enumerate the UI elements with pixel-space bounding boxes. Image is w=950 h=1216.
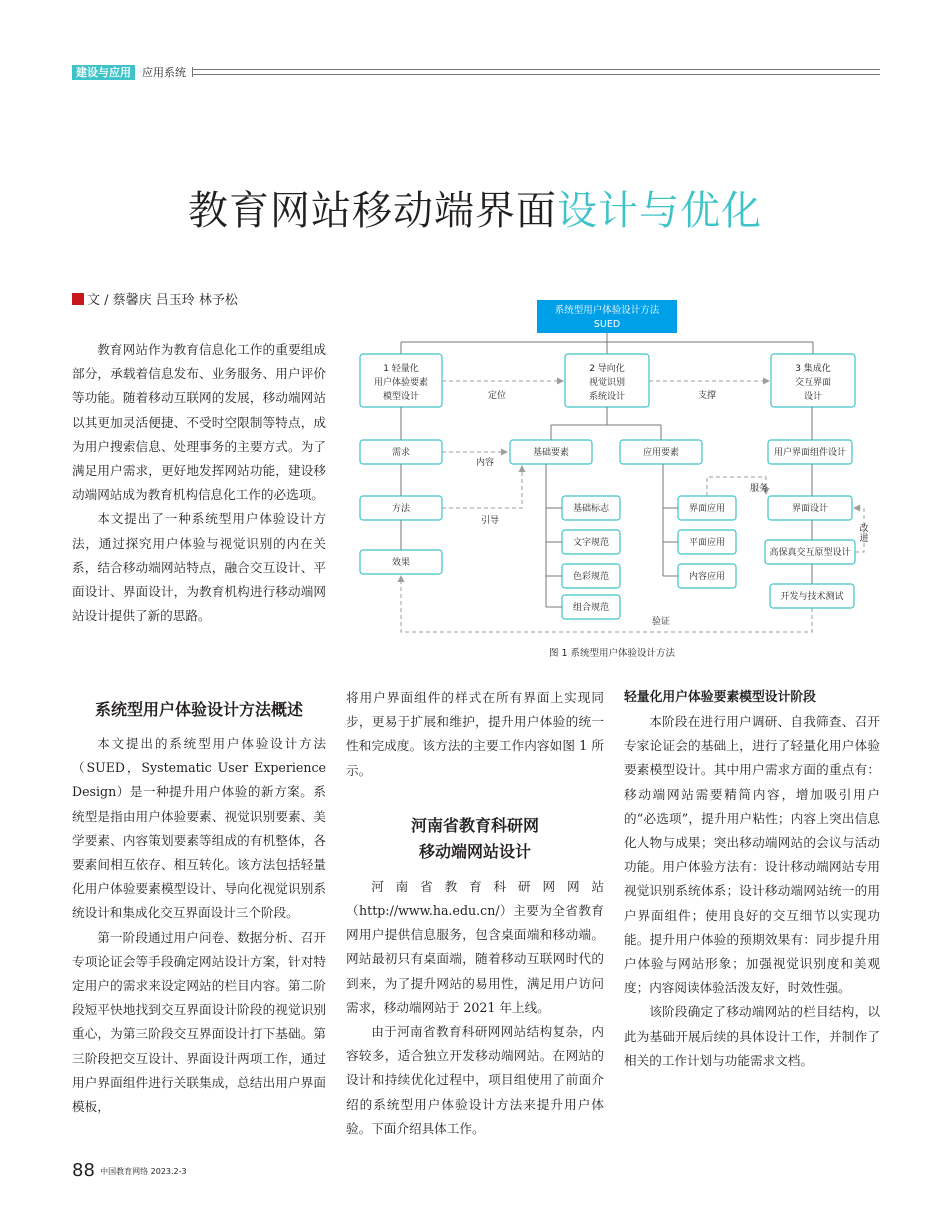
section-tag: 建设与应用 [72,65,135,80]
label-dingwei: 定位 [487,391,507,401]
node-xuqiu-label: 需求 [391,448,411,458]
sued-diagram [350,297,880,667]
intro-column [72,338,326,628]
header-rule [192,74,880,75]
running-header [72,63,880,83]
stage-1-line3: 模型设计 [382,392,420,402]
stage-1-line2: 用户体验要素 [373,378,429,388]
section-heading-overview: 系统型用户体验设计方法概述 [94,700,303,719]
node-jichu-biaozhi-label: 基础标志 [572,504,610,514]
diagram-title-line1: 系统型用户体验设计方法 [554,305,660,316]
node-jichu-yaosu-label: 基础要素 [532,448,570,458]
label-yindao: 引导 [480,516,500,526]
stage-2-line2: 视觉识别 [588,378,626,388]
stage-connector [401,333,813,354]
node-zuhe-guifan-label: 组合规范 [572,603,610,613]
intro-paragraph-1: 教育网站作为教育信息化工作的重要组成部分，承载着信息发布、业务服务、用户评价等功能。随着移动互联网的发展，移动端网站以其更加灵活便捷、不受时空限制等特点，成为用户搜索信息、处理事务的主要方式。为了满足用户需求，更好地发挥网站功能，建设移动端网站成为教育机构信息化工作的必选项。 [72,342,326,503]
node-yingyong-yaosu-label: 应用要素 [642,448,680,458]
node-neirong-yingyong-label: 内容应用 [688,572,726,582]
page-number: 88 [72,1160,95,1181]
journal-info: 中国教育网络 2023.2-3 [100,1167,187,1176]
col2-paragraph-2: 河南省教育科研网网站（http://www.ha.edu.cn/）主要为全省教育网用户提供信息服务，包含桌面端和移动端。网站最初只有桌面端，随着移动互联网时代的到来，为了提升网站的易用性，满足用户访问需求，移动端网站于 2021 年上线。 [346,878,604,1015]
stage-3-line2: 交互界面 [794,378,832,388]
node-pingmian-yingyong-label: 平面应用 [688,538,726,548]
intro-paragraph-2: 本文提出了一种系统型用户体验设计方法，通过探究用户体验与视觉识别的内在关系，结合移动端网站特点，融合交互设计、平面设计、界面设计，为教育机构进行移动端网站设计提供了新的思路。 [72,511,326,624]
byline [72,292,238,310]
section-heading-henan-1: 河南省教育科研网 [410,815,539,835]
label-fuwu: 服务 [749,484,769,494]
col1-paragraph-3: 本文提出的系统型用户体验设计方法（SUED，Systematic User Experience Design）是一种提升用户体验的新方案。系统型是指由用户体验要素、视觉识别要素、美学要素、内容策划要素等组成的有机整体，各要素间相互依存、相互转化。该方法包括轻量化用户体验要素模型设计、导向化视觉识别系统设计和集成化交互界面设计三个阶段。 [72,736,326,921]
stage-2-line1: 2 导向化 [589,364,625,374]
label-zhicheng: 支撑 [697,391,717,401]
label-gaijin-1: 改 [859,524,869,534]
column-3 [624,686,880,1073]
column-1 [72,698,326,1119]
stage-3-line1: 3 集成化 [795,364,831,374]
node-zujian-sheji-label: 用户界面组件设计 [773,448,847,458]
header-rule [192,69,880,70]
byline-marker [72,293,84,305]
stage-3-line3: 设计 [803,392,823,402]
label-gaijin-2: 进 [859,534,869,544]
title-part-2: 设计与优化 [557,188,762,234]
node-jiemian-sheji-label: 界面设计 [791,504,829,514]
col2-paragraph-3: 由于河南省教育科研网网站结构复杂，内容较多，适合独立开发移动端网站。在网站的设计和持续优化过程中，项目组使用了前面介绍的系统型用户体验设计方法来提升用户体验。下面介绍具体工作。 [346,1024,604,1136]
section-heading-stage-1: 轻量化用户体验要素模型设计阶段 [624,690,816,705]
section-heading-henan-2: 移动端网站设计 [418,841,531,861]
byline-authors: 文 / 蔡馨庆 吕玉玲 林予松 [87,293,238,308]
stage-1-line1: 1 轻量化 [383,364,419,374]
figure-caption: 图 1 系统型用户体验设计方法 [548,648,676,659]
page-footer [72,1160,187,1181]
col2-paragraph-1: 将用户界面组件的样式在所有界面上实现同步，更易于扩展和维护，提升用户体验的统一性和完成度。该方法的主要工作内容如图 1 所示。 [346,690,604,778]
column-2 [346,686,604,1141]
stage-2-line3: 系统设计 [588,392,626,402]
col3-paragraph-1: 本阶段在进行用户调研、自我筛查、召开专家论证会的基础上，进行了轻量化用户体验要素模型设计。其中用户需求方面的重点有：移动端网站需要精简内容，增加吸引用户的“必选项”，提升用户粘性；内容上突出信息化人物与成果；突出移动端网站的会议与活动功能。用户体验方法有：设计移动端网站专用视觉识别系统体系；设计移动端网站统一的用户界面组件；使用良好的交互细节以实现功能。提升用户体验的预期效果有：同步提升用户体验与网站形象；加强视觉识别度和美观度；内容阅读体验活泼友好，时效性强。 [624,714,880,996]
article-title [0,186,950,236]
node-wenzi-guifan-label: 文字规范 [572,538,610,548]
arrow-yindao [442,466,522,508]
label-neirong: 内容 [475,458,495,468]
section-name: 应用系统 [142,66,186,79]
node-xiaoguo-label: 效果 [391,558,411,568]
label-yanzheng: 验证 [651,617,671,627]
title-part-1: 教育网站移动端界面 [188,188,557,234]
node-jiemian-yingyong-label: 界面应用 [688,504,726,514]
col1-paragraph-4: 第一阶段通过用户问卷、数据分析、召开专项论证会等手段确定网站设计方案，针对特定用户的需求来设定网站的栏目内容。第二阶段短平快地找到交互界面设计阶段的视觉识别重心，为第三阶段交互界面设计打下基础。第三阶段把交互设计、界面设计两项工作，通过用户界面组件进行关联集成，总结出用户界面模板， [72,929,326,1115]
node-yuanxing-sheji-label: 高保真交互原型设计 [769,548,851,558]
node-kaifa-ceshi-label: 开发与技术测试 [780,592,844,602]
spacer [346,783,604,813]
diagram-title-line2: SUED [593,319,621,330]
node-fangfa-label: 方法 [391,504,411,514]
col3-paragraph-2: 该阶段确定了移动端网站的栏目结构，以此为基础开展后续的具体设计工作，并制作了相关的工作计划与功能需求文档。 [624,1004,880,1068]
node-secai-guifan-label: 色彩规范 [572,572,610,582]
